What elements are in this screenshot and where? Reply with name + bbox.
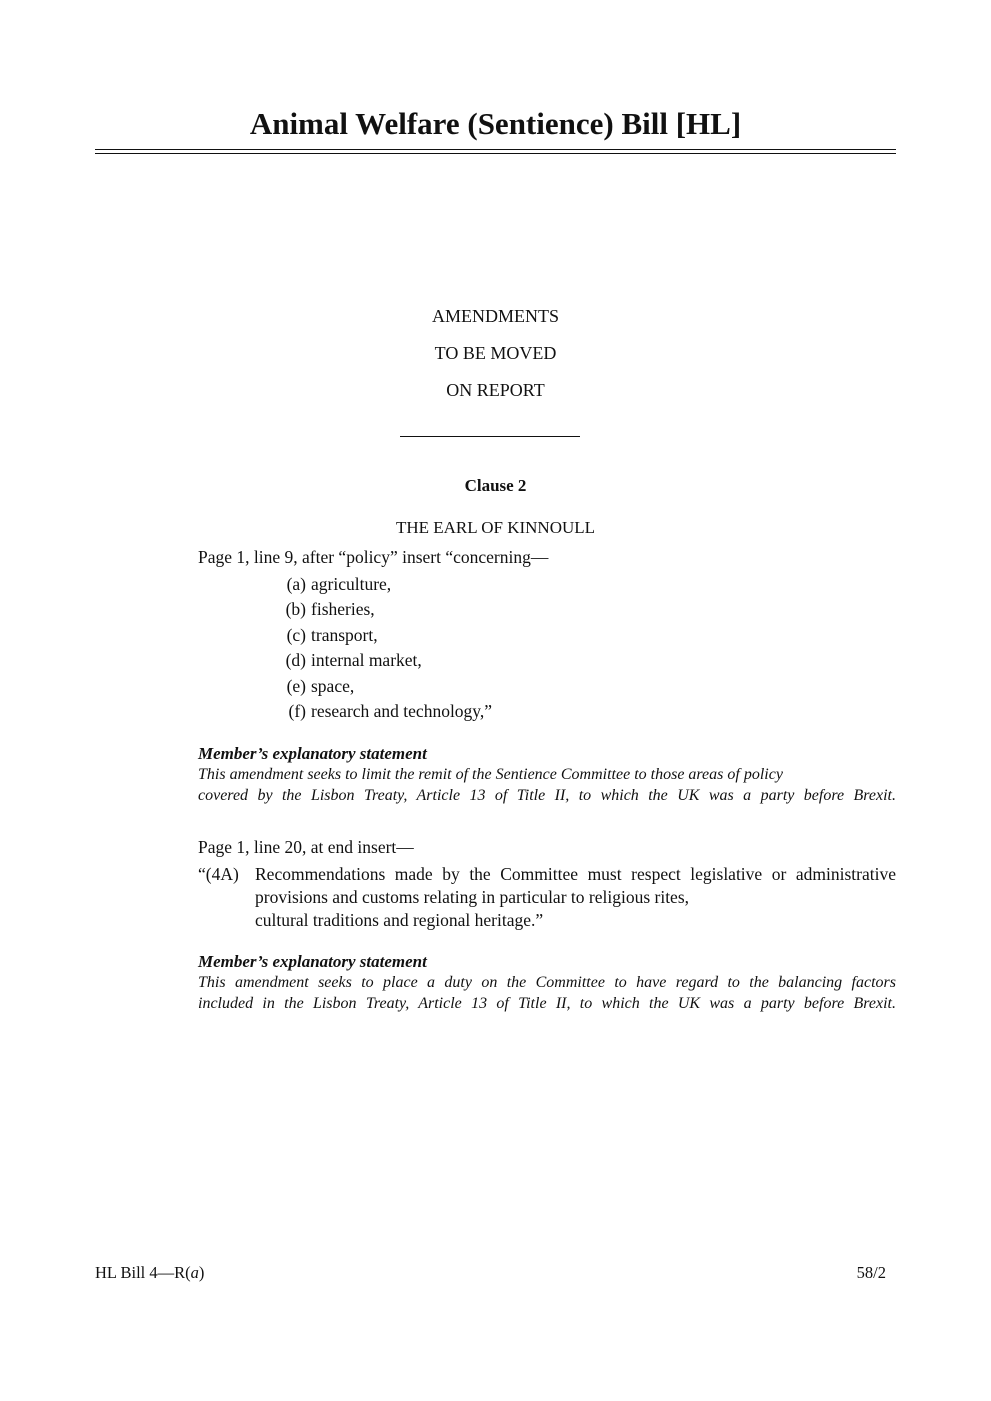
bill-reference xyxy=(95,1263,204,1283)
bill-ref-suffix: ) xyxy=(198,1263,205,1282)
item-text: space, xyxy=(311,676,355,696)
intro-line-1: AMENDMENTS xyxy=(431,306,559,326)
bill-ref-letter: a xyxy=(190,1263,199,1282)
subsection-text-last: cultural traditions and regional heritage.” xyxy=(255,910,544,930)
intro-line-2: TO BE MOVED xyxy=(434,343,557,363)
explanatory-statement-line: included in the Lisbon Treaty, Article 13 of Title II, to which the UK was a party before Brexit. xyxy=(198,995,896,1012)
explanatory-statement-line: This amendment seeks to place a duty on the Committee to have regard to the balancing factors xyxy=(198,974,896,991)
item-label: (a) xyxy=(286,574,306,594)
item-text: fisheries, xyxy=(311,599,375,619)
section-divider xyxy=(400,436,580,437)
item-label: (b) xyxy=(285,599,306,619)
explanatory-statement-line: This amendment seeks to limit the remit of the Sentience Committee to those areas of policy xyxy=(198,766,783,783)
bill-ref-prefix: HL Bill 4—R( xyxy=(95,1263,191,1282)
item-label: (d) xyxy=(285,650,306,670)
title-rule-top xyxy=(95,149,896,150)
amendment-2-instruction: Page 1, line 20, at end insert— xyxy=(198,837,414,857)
item-label: (f) xyxy=(288,701,306,721)
item-text: research and technology,” xyxy=(311,701,493,721)
item-text: agriculture, xyxy=(311,574,392,594)
item-label: (c) xyxy=(286,625,306,645)
amendment-1-instruction: Page 1, line 9, after “policy” insert “concerning— xyxy=(198,547,549,567)
item-text: internal market, xyxy=(311,650,422,670)
explanatory-statement-heading: Member’s explanatory statement xyxy=(198,744,427,763)
subsection-text xyxy=(255,863,896,932)
title-rule-bottom xyxy=(95,153,896,154)
intro-line-3: ON REPORT xyxy=(446,380,545,400)
item-label: (e) xyxy=(286,676,306,696)
clause-heading: Clause 2 xyxy=(464,476,527,495)
bill-title: Animal Welfare (Sentience) Bill [HL] xyxy=(249,106,742,141)
subsection-label: “(4A) xyxy=(198,864,239,884)
explanatory-statement-line: covered by the Lisbon Treaty, Article 13 of Title II, to which the UK was a party before Brexit. xyxy=(198,787,896,804)
subsection-text-main: Recommendations made by the Committee must respect legislative or administrative provisions and customs relating in particular to religious rites, xyxy=(255,864,896,907)
item-text: transport, xyxy=(311,625,378,645)
explanatory-statement-heading: Member’s explanatory statement xyxy=(198,952,427,971)
member-name: THE EARL OF KINNOULL xyxy=(395,518,596,537)
page-reference: 58/2 xyxy=(856,1263,886,1282)
